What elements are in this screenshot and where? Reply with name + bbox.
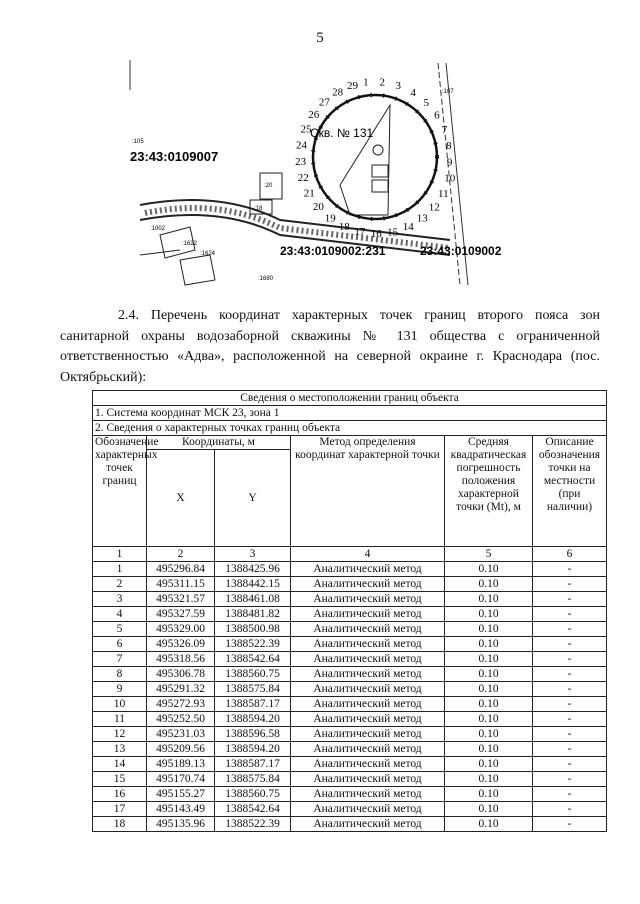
- cell-error: 0.10: [445, 697, 533, 712]
- cell-point-number: 16: [93, 787, 147, 802]
- parcel-small-label: :18: [254, 206, 263, 212]
- point-number-label: 14: [402, 221, 414, 234]
- point-number-label: 15: [387, 226, 399, 239]
- cell-y: 1388522.39: [215, 637, 291, 652]
- cell-error: 0.10: [445, 682, 533, 697]
- table-row: [93, 757, 607, 772]
- point-number-label: 24: [296, 139, 307, 152]
- cell-y: 1388542.64: [215, 802, 291, 817]
- cell-point-number: 5: [93, 622, 147, 637]
- cell-error: 0.10: [445, 637, 533, 652]
- point-number-label: 21: [303, 187, 315, 200]
- cell-point-number: 15: [93, 772, 147, 787]
- cell-x: 495143.49: [147, 802, 215, 817]
- cell-x: 495321.57: [147, 592, 215, 607]
- cell-x: 495272.93: [147, 697, 215, 712]
- parcel-small-label: :1002: [150, 226, 166, 232]
- cell-error: 0.10: [445, 577, 533, 592]
- table-row: [93, 802, 607, 817]
- cell-y: 1388522.39: [215, 817, 291, 832]
- cell-point-number: 10: [93, 697, 147, 712]
- point-number-label: 25: [300, 123, 312, 136]
- cell-y: 1388594.20: [215, 742, 291, 757]
- header-designation: Обозначение характерных точек границ: [93, 436, 147, 547]
- cell-method: Аналитический метод: [291, 667, 445, 682]
- cell-method: Аналитический метод: [291, 622, 445, 637]
- cell-description: -: [533, 592, 607, 607]
- cell-point-number: 1: [93, 562, 147, 577]
- cell-error: 0.10: [445, 727, 533, 742]
- point-number-label: 5: [423, 97, 429, 109]
- cell-y: 1388560.75: [215, 667, 291, 682]
- cell-method: Аналитический метод: [291, 712, 445, 727]
- cell-x: 495135.96: [147, 817, 215, 832]
- cadastral-label: 23:43:0109002:231: [280, 244, 386, 258]
- cell-x: 495296.84: [147, 562, 215, 577]
- table-row: [93, 607, 607, 622]
- point-number-label: 3: [395, 80, 401, 93]
- cell-method: Аналитический метод: [291, 772, 445, 787]
- cell-description: -: [533, 727, 607, 742]
- cell-y: 1388575.84: [215, 682, 291, 697]
- cell-description: -: [533, 652, 607, 667]
- point-number-label: 4: [410, 87, 416, 99]
- parcel-small-label: :1680: [258, 276, 274, 282]
- parcel-small-label: :1622: [182, 241, 198, 247]
- header-x: X: [147, 450, 215, 547]
- column-number: 3: [215, 547, 291, 562]
- cell-error: 0.10: [445, 742, 533, 757]
- table-row: [93, 772, 607, 787]
- point-number-label: 20: [312, 201, 324, 213]
- column-number: 1: [93, 547, 147, 562]
- cadastral-label: 23:43:0109002: [420, 244, 502, 258]
- well-structure: [372, 180, 388, 192]
- cell-x: 495189.13: [147, 757, 215, 772]
- boundary-map: [120, 55, 560, 290]
- point-number-label: 1: [363, 76, 369, 89]
- point-number-label: 9: [446, 156, 453, 169]
- building: [180, 255, 215, 285]
- cell-x: 495318.56: [147, 652, 215, 667]
- table-section-coordinate-system: 1. Система координат МСК 23, зона 1: [93, 406, 607, 421]
- cell-y: 1388560.75: [215, 787, 291, 802]
- point-number-label: 16: [370, 228, 382, 240]
- table-row: [93, 682, 607, 697]
- cell-error: 0.10: [445, 607, 533, 622]
- cell-error: 0.10: [445, 667, 533, 682]
- cell-error: 0.10: [445, 562, 533, 577]
- column-number: 4: [291, 547, 445, 562]
- cell-error: 0.10: [445, 592, 533, 607]
- cell-method: Аналитический метод: [291, 652, 445, 667]
- cell-method: Аналитический метод: [291, 787, 445, 802]
- point-number-label: 26: [308, 109, 320, 122]
- cell-error: 0.10: [445, 817, 533, 832]
- point-number-label: 13: [416, 212, 428, 225]
- table-row: [93, 652, 607, 667]
- cell-point-number: 3: [93, 592, 147, 607]
- parcel-small-label: :1624: [200, 251, 216, 257]
- column-number: 2: [147, 547, 215, 562]
- header-coordinates: Координаты, м: [147, 436, 291, 450]
- cell-point-number: 7: [93, 652, 147, 667]
- cell-description: -: [533, 622, 607, 637]
- cell-method: Аналитический метод: [291, 817, 445, 832]
- cell-y: 1388596.58: [215, 727, 291, 742]
- boundary-map-drawing: [120, 55, 560, 290]
- cell-description: -: [533, 637, 607, 652]
- well-structure: [372, 165, 388, 177]
- cell-point-number: 8: [93, 667, 147, 682]
- cell-description: -: [533, 577, 607, 592]
- cell-point-number: 9: [93, 682, 147, 697]
- point-number-label: 8: [446, 140, 452, 152]
- cell-error: 0.10: [445, 652, 533, 667]
- table-body: [93, 562, 607, 832]
- column-number: 6: [533, 547, 607, 562]
- cell-point-number: 12: [93, 727, 147, 742]
- cell-x: 495306.78: [147, 667, 215, 682]
- cell-x: 495231.03: [147, 727, 215, 742]
- cell-method: Аналитический метод: [291, 742, 445, 757]
- point-number-label: 2: [379, 76, 385, 89]
- cell-method: Аналитический метод: [291, 697, 445, 712]
- parcel-small-label: :107: [442, 89, 454, 95]
- cell-method: Аналитический метод: [291, 757, 445, 772]
- cell-y: 1388587.17: [215, 757, 291, 772]
- cell-description: -: [533, 787, 607, 802]
- cell-description: -: [533, 697, 607, 712]
- table-row: [93, 817, 607, 832]
- cell-description: -: [533, 682, 607, 697]
- cell-error: 0.10: [445, 757, 533, 772]
- header-method: Метод определения координат характерной точки: [291, 436, 445, 547]
- point-number-label: 12: [428, 201, 440, 214]
- table-row: [93, 712, 607, 727]
- coordinates-table: [92, 390, 607, 832]
- header-y: Y: [215, 450, 291, 547]
- cell-point-number: 6: [93, 637, 147, 652]
- well-parcel: [340, 105, 390, 215]
- cell-point-number: 14: [93, 757, 147, 772]
- sanitary-zone-boundary: [313, 95, 437, 219]
- table-row: [93, 787, 607, 802]
- cell-error: 0.10: [445, 772, 533, 787]
- well-label: Скв. № 131: [310, 126, 374, 140]
- table-row: [93, 577, 607, 592]
- table-row: [93, 637, 607, 652]
- cell-point-number: 11: [93, 712, 147, 727]
- cell-method: Аналитический метод: [291, 637, 445, 652]
- cell-description: -: [533, 742, 607, 757]
- parcel-small-label: :20: [264, 183, 273, 189]
- cell-point-number: 4: [93, 607, 147, 622]
- cell-method: Аналитический метод: [291, 802, 445, 817]
- cell-point-number: 18: [93, 817, 147, 832]
- cell-x: 495311.15: [147, 577, 215, 592]
- cadastral-label: 23:43:0109007: [130, 149, 219, 164]
- cell-error: 0.10: [445, 802, 533, 817]
- table-row: [93, 697, 607, 712]
- cell-description: -: [533, 772, 607, 787]
- cell-x: 495291.32: [147, 682, 215, 697]
- cell-x: 495326.09: [147, 637, 215, 652]
- cell-method: Аналитический метод: [291, 592, 445, 607]
- cell-point-number: 13: [93, 742, 147, 757]
- cell-x: 495329.00: [147, 622, 215, 637]
- parcel-line: [140, 250, 180, 255]
- point-number-label: 10: [444, 172, 456, 185]
- point-number-label: 27: [318, 96, 330, 109]
- intro-paragraph: 2.4. Перечень координат характерных точек границ второго пояса зон санитарной охраны водозаборной скважины № 131 общества с ограниченной ответственностью «Адва», расположенной на северной окраине г. Краснодара (пос. Октябрьский):: [60, 308, 600, 385]
- cell-method: Аналитический метод: [291, 682, 445, 697]
- parcel-small-label: :105: [132, 139, 144, 145]
- cell-y: 1388500.98: [215, 622, 291, 637]
- cell-error: 0.10: [445, 787, 533, 802]
- cell-description: -: [533, 667, 607, 682]
- cell-y: 1388594.20: [215, 712, 291, 727]
- page-number: 5: [316, 30, 324, 46]
- point-number-label: 28: [332, 86, 344, 99]
- cell-description: -: [533, 802, 607, 817]
- header-error: Средняя квадратическая погрешность положения характерной точки (Mt), м: [445, 436, 533, 547]
- point-number-label: 7: [441, 124, 448, 137]
- cell-x: 495209.56: [147, 742, 215, 757]
- table-row: [93, 667, 607, 682]
- cell-y: 1388481.82: [215, 607, 291, 622]
- cell-y: 1388575.84: [215, 772, 291, 787]
- cell-method: Аналитический метод: [291, 607, 445, 622]
- well-marker-icon: [373, 145, 383, 155]
- cell-x: 495170.74: [147, 772, 215, 787]
- cell-error: 0.10: [445, 712, 533, 727]
- point-number-label: 6: [434, 109, 440, 122]
- cell-y: 1388587.17: [215, 697, 291, 712]
- cell-y: 1388442.15: [215, 577, 291, 592]
- cell-y: 1388425.96: [215, 562, 291, 577]
- cell-x: 495327.59: [147, 607, 215, 622]
- point-number-label: 23: [295, 155, 307, 168]
- table-row: [93, 742, 607, 757]
- cell-point-number: 17: [93, 802, 147, 817]
- point-number-label: 17: [354, 226, 366, 239]
- cell-y: 1388542.64: [215, 652, 291, 667]
- header-description: Описание обозначения точки на местности (при наличии): [533, 436, 607, 547]
- column-number: 5: [445, 547, 533, 562]
- cell-method: Аналитический метод: [291, 562, 445, 577]
- table-row: [93, 622, 607, 637]
- cell-method: Аналитический метод: [291, 727, 445, 742]
- point-number-label: 29: [347, 79, 358, 92]
- cell-description: -: [533, 712, 607, 727]
- table-row: [93, 727, 607, 742]
- table-row: [93, 592, 607, 607]
- table-title: Сведения о местоположении границ объекта: [93, 391, 607, 406]
- cell-point-number: 2: [93, 577, 147, 592]
- cell-error: 0.10: [445, 622, 533, 637]
- cell-x: 495252.50: [147, 712, 215, 727]
- cell-y: 1388461.08: [215, 592, 291, 607]
- point-number-label: 22: [297, 172, 309, 185]
- cell-description: -: [533, 757, 607, 772]
- cell-description: -: [533, 562, 607, 577]
- cell-method: Аналитический метод: [291, 577, 445, 592]
- point-number-label: 18: [338, 220, 350, 233]
- table-row: [93, 562, 607, 577]
- cell-description: -: [533, 607, 607, 622]
- point-number-label: 19: [324, 212, 336, 225]
- cell-description: -: [533, 817, 607, 832]
- table-section-points: 2. Сведения о характерных точках границ объекта: [93, 421, 607, 436]
- point-number-label: 11: [438, 187, 449, 200]
- cell-x: 495155.27: [147, 787, 215, 802]
